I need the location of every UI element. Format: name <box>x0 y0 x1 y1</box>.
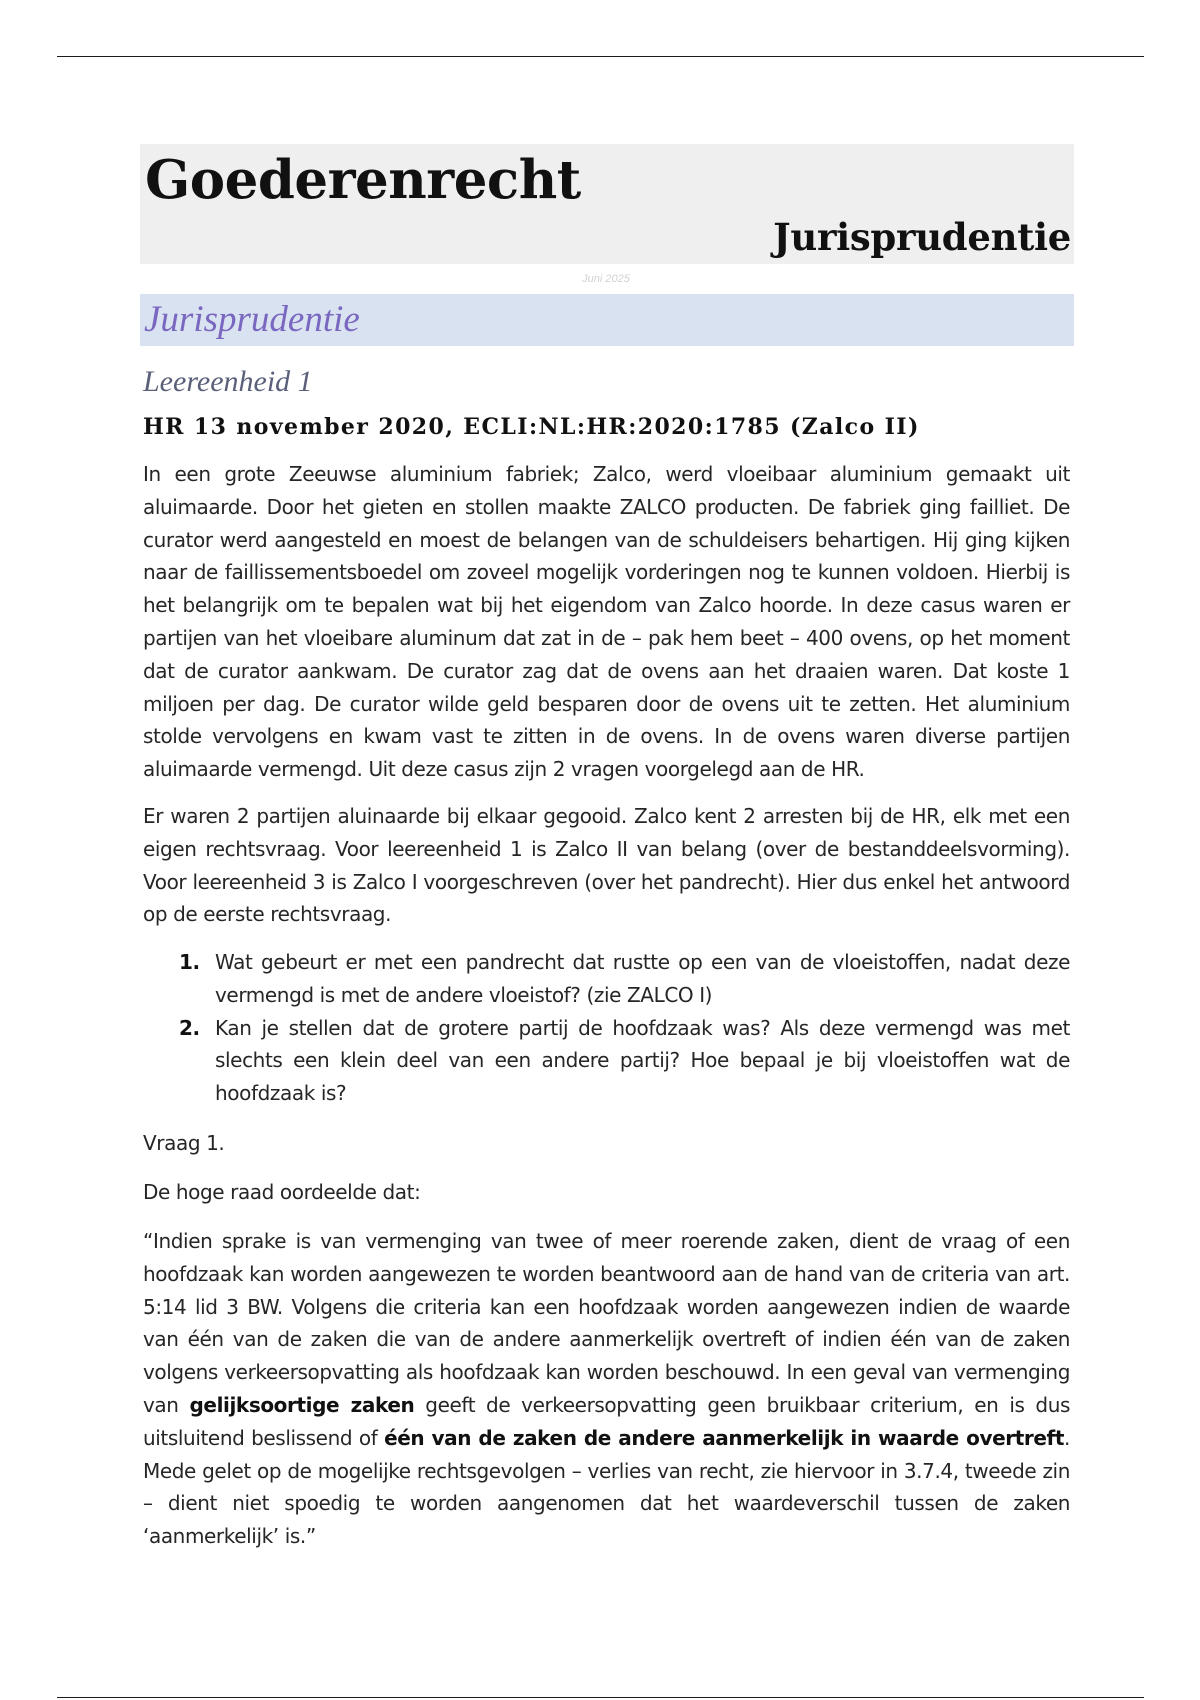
ruling-intro: De hoge raad oordeelde dat: <box>143 1180 421 1204</box>
document-title: Goederenrecht <box>145 149 581 211</box>
list-item <box>143 946 1070 1012</box>
case-heading: HR 13 november 2020, ECLI:NL:HR:2020:1785 (Zalco II) <box>143 414 920 440</box>
list-item <box>143 1012 1070 1110</box>
quote-bold-text: één van de zaken de andere aanmerkelijk in waarde overtreft <box>384 1425 1065 1450</box>
paragraph-case-facts: In een grote Zeeuwse aluminium fabriek; Zalco, werd vloeibaar aluminium gemaakt uit aluimaarde. Door het gieten en stollen maakte ZALCO producten. De fabriek ging failliet. De curator werd aangesteld en moest de belangen van de schuldeisers behartigen. Hij ging kijken naar de faillissementsboedel om zoveel mogelijk vorderingen nog te kunnen voldoen. Hierbij is het belangrijk om te bepalen wat bij het eigendom van Zalco hoorde. In deze casus waren er partijen van het vloeibare aluminum dat zat in de – pak hem beet – 400 ovens, op het moment dat de curator aankwam. De curator zag dat de ovens aan het draaien waren. Dat koste 1 miljoen per dag. De curator wilde geld besparen door de ovens uit te zetten. Het aluminium stolde vervolgens en kwam vast te zitten in de ovens. In de ovens waren diverse partijen aluimaarde vermengd. Uit deze casus zijn 2 vragen voorgelegd aan de HR. <box>143 462 1070 782</box>
list-item-text: Wat gebeurt er met een pandrecht dat rustte op een van de vloeistoffen, nadat deze vermengd is met de andere vloeistof? (zie ZALCO I) <box>215 950 1070 1007</box>
quote-bold-text: gelijksoortige zaken <box>189 1392 415 1417</box>
document-subtitle: Jurisprudentie <box>773 215 1071 259</box>
heading1: Jurisprudentie <box>144 299 360 340</box>
quote-text: “Indien sprake is van vermenging van twee of meer roerende zaken, dient de vraag of een hoofdzaak kan worden aangewezen te worden beantwoord aan de hand van de criteria van art. 5:14 lid 3 BW. Volgens die criteria kan een hoofdzaak worden aangewezen indien de waarde van één van de zaken die van de andere aanmerkelijk overtreft of indien één van de zaken volgens verkeersopvatting als hoofdzaak kan worden beschouwd. In een geval van vermenging van <box>143 1229 1070 1417</box>
list-item-text: Kan je stellen dat de grotere partij de hoofdzaak was? Als deze vermengd was met slechts een klein deel van een andere partij? Hoe bepaal je bij vloeistoffen wat de hoofdzaak is? <box>215 1015 1070 1106</box>
quote-text: geeft de verkeersopvatting geen bruikbaar criterium, en is dus uitsluitend beslissend of <box>143 1392 1070 1450</box>
heading1-band <box>140 294 1074 346</box>
top-divider <box>57 56 1144 57</box>
heading2: Leereenheid 1 <box>143 365 313 398</box>
bottom-divider <box>57 1697 1144 1698</box>
document-date: Juni 2025 <box>582 273 630 285</box>
title-block <box>140 144 1074 264</box>
list-number: 2. <box>179 1015 200 1040</box>
paragraph-context: Er waren 2 partijen aluinaarde bij elkaar gegooid. Zalco kent 2 arresten bij de HR, elk met een eigen rechtsvraag. Voor leereenheid 1 is Zalco II van belang (over de bestanddeelsvorming). Voor leereenheid 3 is Zalco I voorgeschreven (over het pandrecht). Hier dus enkel het antwoord op de eerste rechtsvraag. <box>143 804 1070 927</box>
ruling-quote <box>143 1225 1070 1553</box>
question-list <box>143 946 1070 1110</box>
question-label: Vraag 1. <box>143 1131 225 1155</box>
quote-text: . Mede gelet op de mogelijke rechtsgevolgen – verlies van recht, zie hiervoor in 3.7.4, tweede zin – dient niet spoedig te worden aangenomen dat het waardeverschil tussen de zaken ‘aanmerkelijk’ is.” <box>143 1425 1070 1549</box>
list-number: 1. <box>179 950 200 974</box>
